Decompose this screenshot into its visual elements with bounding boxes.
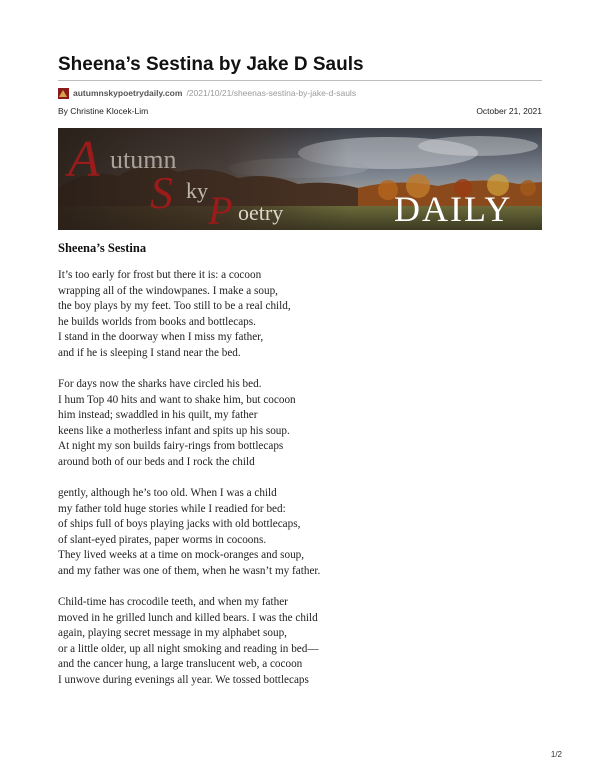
page-title: Sheena’s Sestina by Jake D Sauls: [58, 54, 364, 75]
poem-line: wrapping all of the windowpanes. I make a soup,: [58, 284, 278, 297]
poem-line: I stand in the doorway when I miss my father,: [58, 331, 264, 343]
poem-stanza-2: [58, 377, 296, 470]
poem-line: and the cancer hung, a large translucent web, a cocoon: [58, 658, 303, 670]
poem-line: At night my son builds fairy-rings from bottlecaps: [58, 440, 284, 452]
poem-line: him instead; swaddled in his quilt, my father: [58, 409, 258, 421]
author: By Christine Klocek-Lim: [58, 106, 149, 116]
poem-line: moved in he grilled lunch and killed bears. I was the child: [58, 611, 318, 624]
poem-line: For days now the sharks have circled his bed.: [58, 378, 262, 390]
poem-line: my father told huge stories while I readied for bed:: [58, 502, 286, 515]
banner-word-sky: ky: [186, 178, 208, 203]
poem-line: and my father was one of them, when he wasn’t my father.: [58, 564, 321, 577]
poem-stanza-3: [58, 486, 320, 579]
post-date: October 21, 2021: [476, 106, 542, 116]
poem-line: I hum Top 40 hits and want to shake him, but cocoon: [58, 393, 296, 406]
source-url[interactable]: [58, 86, 356, 100]
banner-word-poetry: oetry: [238, 200, 284, 225]
poem-line: of slant-eyed pirates, paper worms in cocoons.: [58, 533, 267, 546]
poem-line: of ships full of boys playing jacks with old bottlecaps,: [58, 518, 301, 530]
site-favicon-icon: [58, 88, 69, 99]
poem-line: keens like a motherless infant and spits up his soup.: [58, 424, 290, 437]
poem-line: gently, although he’s too old. When I was a child: [58, 487, 277, 499]
poem-line: he builds worlds from books and bottlecaps.: [58, 315, 256, 328]
poem-line: around both of our beds and I rock the child: [58, 455, 255, 468]
banner-initial-s: S: [150, 167, 173, 218]
title-divider: [58, 80, 542, 81]
banner-daily: DAILY: [394, 189, 513, 229]
source-path[interactable]: /2021/10/21/sheenas-sestina-by-jake-d-sauls: [186, 88, 357, 98]
poem-line: It’s too early for frost but there it is: a cocoon: [58, 269, 262, 281]
autumn-sky-poetry-banner: [58, 128, 542, 230]
poem-line: Child-time has crocodile teeth, and when my father: [58, 596, 288, 608]
poem-line: They lived weeks at a time on mock-oranges and soup,: [58, 549, 305, 561]
poem-stanza-1: [58, 268, 291, 361]
page-number: 1/2: [550, 750, 562, 759]
byline-row: [58, 106, 542, 116]
poem-line: again, playing secret message in my alphabet soup,: [58, 627, 287, 639]
banner-word-autumn: utumn: [110, 145, 177, 174]
poem-line: and if he is sleeping I stand near the bed.: [58, 346, 241, 359]
banner-initial-p: P: [208, 188, 233, 230]
source-domain[interactable]: autumnskypoetrydaily.com: [73, 88, 183, 98]
poem-stanza-4: [58, 595, 319, 688]
poem-line: the boy plays by my feet. Too still to be a real child,: [58, 300, 291, 312]
poem-title: Sheena’s Sestina: [58, 241, 147, 255]
banner-initial-a: A: [68, 131, 100, 188]
poem-line: I unwove during evenings all year. We tossed bottlecaps: [58, 673, 309, 686]
poem-line: or a little older, up all night smoking and reading in bed—: [58, 642, 319, 655]
